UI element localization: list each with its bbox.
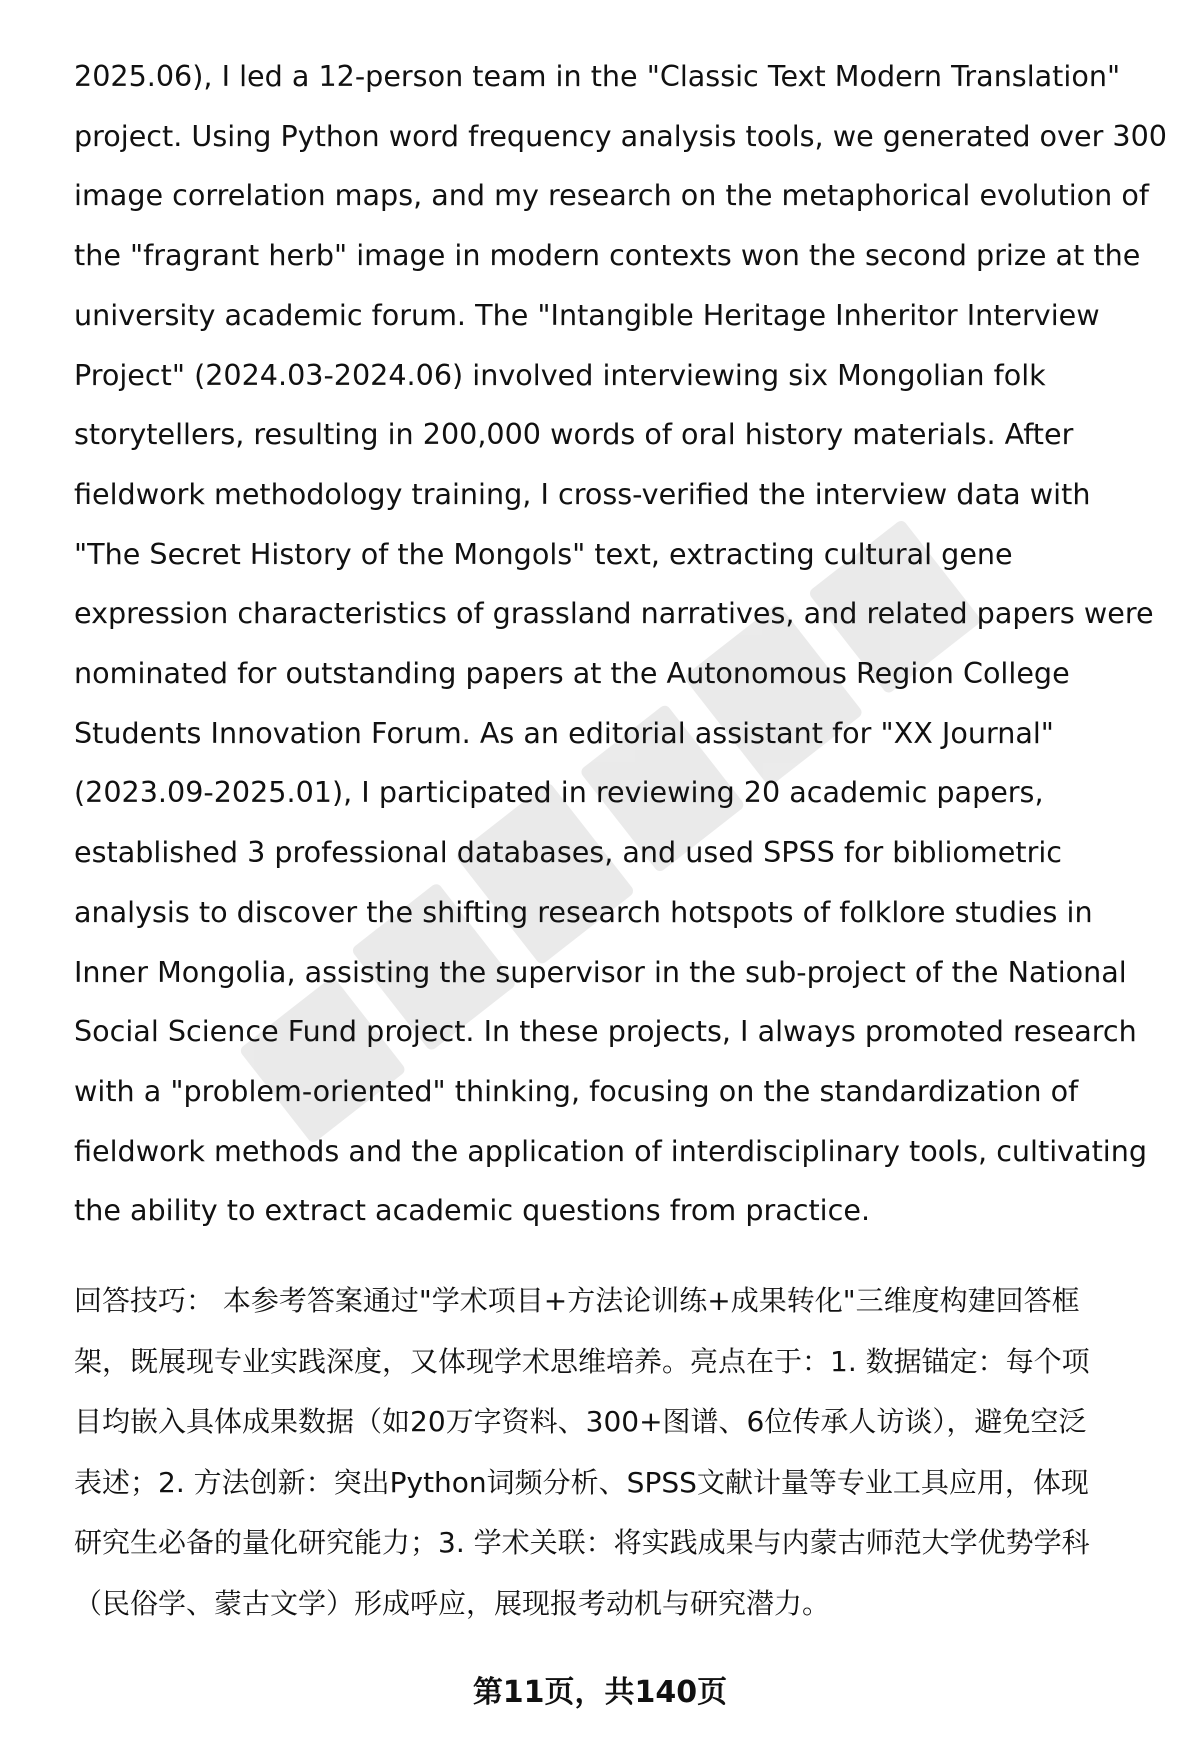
body-line: the "fragrant herb" image in modern contexts won the second prize at the (74, 238, 1141, 273)
body-line: expression characteristics of grassland narratives, and related papers were (74, 596, 1154, 631)
body-line: Inner Mongolia, assisting the supervisor in the sub-project of the National (74, 954, 1127, 989)
body-line: fieldwork methods and the application of interdisciplinary tools, cultivating (74, 1133, 1148, 1168)
body-line: project. Using Python word frequency analysis tools, we generated over 300 (74, 118, 1167, 153)
page-number-footer: 第11页，共140页 (472, 1675, 728, 1710)
body-line: "The Secret History of the Mongols" text, extracting cultural gene (74, 536, 1013, 571)
tips-line: 目均嵌入具体成果数据（如20万字资料、300+图谱、6位传承人访谈），避免空泛 (74, 1405, 1087, 1438)
body-line: nominated for outstanding papers at the Autonomous Region College (74, 656, 1070, 691)
body-line: Project" (2024.03-2024.06) involved interviewing six Mongolian folk (74, 357, 1046, 392)
tips-line: 架，既展现专业实践深度，又体现学术思维培养。亮点在于：1. 数据锚定：每个项 (74, 1344, 1090, 1378)
body-line: 2025.06), I led a 12-person team in the "Classic Text Modern Translation" (74, 59, 1121, 93)
body-line: fieldwork methodology training, I cross-verified the interview data with (74, 476, 1091, 511)
body-line: university academic forum. The "Intangible Heritage Inheritor Interview (74, 297, 1100, 332)
body-line: established 3 professional databases, and used SPSS for bibliometric (74, 835, 1063, 870)
body-line: Students Innovation Forum. As an editorial assistant for "XX Journal" (74, 715, 1054, 750)
answer-tips (74, 1271, 1164, 1634)
answer-body-text (74, 47, 1167, 1241)
tips-line: 回答技巧： 本参考答案通过"学术项目+方法论训练+成果转化"三维度构建回答框 (74, 1284, 1080, 1317)
body-line: image correlation maps, and my research on the metaphorical evolution of (74, 178, 1149, 213)
body-line: analysis to discover the shifting research hotspots of folklore studies in (74, 894, 1093, 929)
body-line: (2023.09-2025.01), I participated in reviewing 20 academic papers, (74, 775, 1044, 810)
body-line: storytellers, resulting in 200,000 words of oral history materials. After (74, 417, 1074, 452)
tips-line: 研究生必备的量化研究能力；3. 学术关联：将实践成果与内蒙古师范大学优势学科 (74, 1526, 1090, 1559)
tips-line: （民俗学、蒙古文学）形成呼应，展现报考动机与研究潜力。 (74, 1586, 831, 1620)
body-line: with a "problem-oriented" thinking, focusing on the standardization of (74, 1073, 1079, 1108)
body-line: Social Science Fund project. In these projects, I always promoted research (74, 1014, 1137, 1049)
tips-line: 表述；2. 方法创新：突出Python词频分析、SPSS文献计量等专业工具应用，体现 (74, 1465, 1089, 1499)
body-line: the ability to extract academic questions from practice. (74, 1193, 871, 1228)
